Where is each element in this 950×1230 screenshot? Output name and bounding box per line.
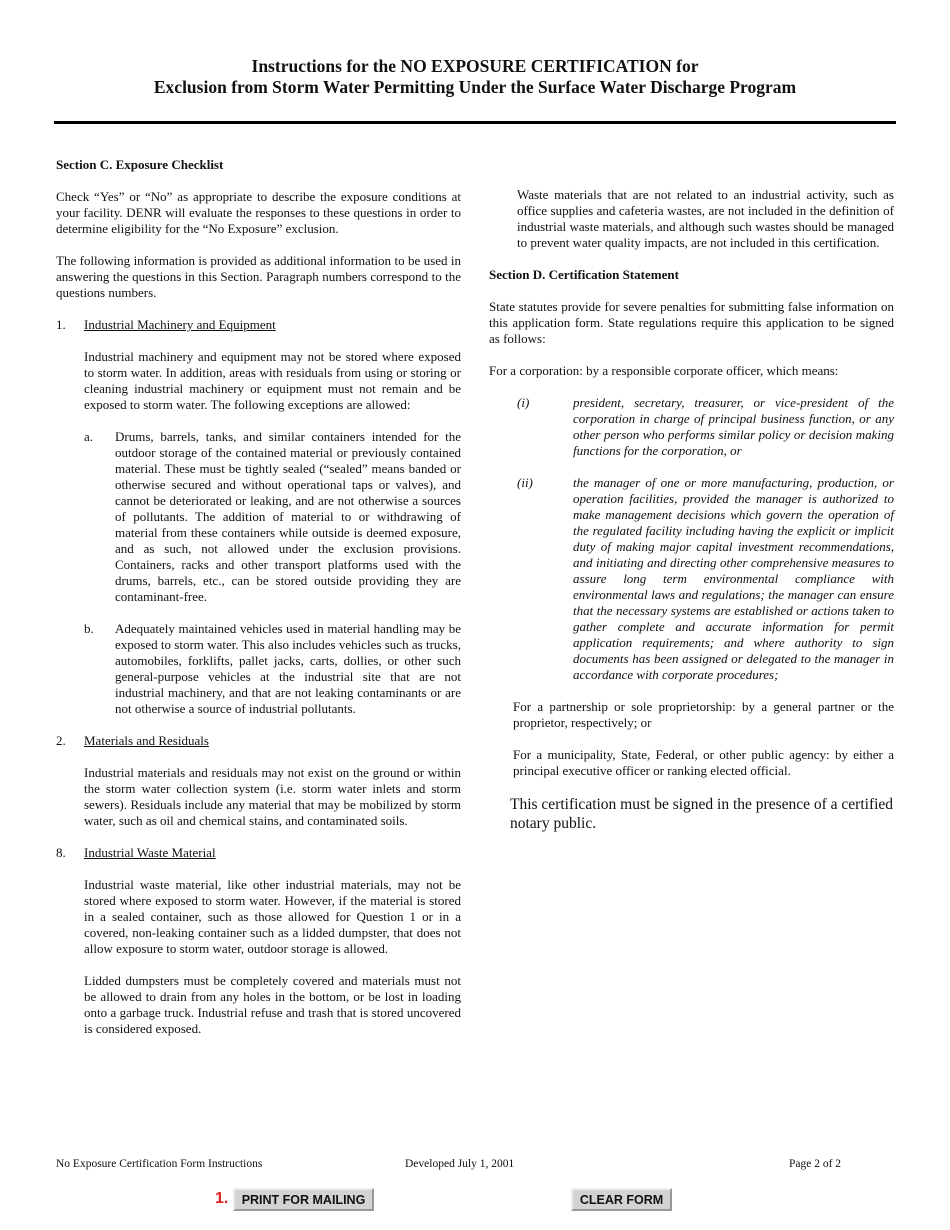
header-rule (54, 121, 896, 124)
item-8-body-3: Waste materials that are not related to an industrial activity, such as office supplies and cafeteria wastes, are not included in the definition of industrial waste materials, and although such wastes should be managed to prevent water quality impacts, are not included in this certification. (517, 187, 894, 250)
title-line-1: Instructions for the NO EXPOSURE CERTIFICATION for (251, 56, 699, 76)
item-2-heading (56, 733, 461, 749)
item-1-b-text: Adequately maintained vehicles used in material handling may be exposed to storm water. This also includes vehicles such as trucks, automobiles, forklifts, pallet jacks, carts, dollies, or other such general-purpose vehicles at the industrial site that are not industrial machinery, and that are not leaking contaminants or are not otherwise a source of industrial pollutants. (115, 621, 461, 716)
item-1-a (56, 429, 461, 605)
municipality-line: For a municipality, State, Federal, or other public agency: by either a principal executive officer or ranking elected official. (513, 747, 894, 778)
notary-statement: This certification must be signed in the presence of a certified notary public. (510, 796, 894, 832)
print-for-mailing-button[interactable]: PRINT FOR MAILING (233, 1188, 374, 1211)
item-1-heading (56, 317, 461, 333)
item-1-a-text: Drums, barrels, tanks, and similar containers intended for the outdoor storage of the contained material or previously contained material. These must be tightly sealed (“sealed” means banded or otherwise secured and without operational taps or valves), and cannot be deteriorated or leaking, and are not otherwise a sources of pollutants. The addition of material to or withdrawing of material from these containers while outside is deemed exposure, and as such, not allowed under the exclusion provisions. Containers, racks and other transport platforms used with the drums, barrels, etc., can be stored outside providing they are contaminant-free. (115, 429, 461, 604)
right-column (489, 187, 894, 833)
officer-i-label: (i) (517, 395, 530, 410)
item-1-b (56, 621, 461, 717)
item-1-title: Industrial Machinery and Equipment (84, 317, 276, 332)
item-2-number: 2. (56, 733, 66, 748)
item-1-body: Industrial machinery and equipment may not be stored where exposed to storm water. In addition, areas with residuals from using or storing or cleaning industrial machinery or equipment must not remain and be exposed to storm water. The following exceptions are allowed: (84, 349, 461, 412)
section-d-heading: Section D. Certification Statement (489, 267, 679, 282)
clear-form-button[interactable]: CLEAR FORM (571, 1188, 672, 1211)
item-8-heading (56, 845, 461, 861)
section-c-intro-2: The following information is provided as additional information to be used in answering the questions in this Section. Paragraph numbers correspond to the questions numbers. (56, 253, 461, 300)
item-2-body: Industrial materials and residuals may not exist on the ground or within the storm water collection system (i.e. storm water inlets and storm sewers). Residuals include any material that may be mobilized by storm water, such as oil and chemical stains, and contaminated soils. (84, 765, 461, 828)
officer-definition-ii (489, 475, 894, 683)
title-line-2: Exclusion from Storm Water Permitting Under the Surface Water Discharge Program (153, 77, 797, 97)
item-8-title: Industrial Waste Material (84, 845, 216, 860)
officer-definition-i (489, 395, 894, 459)
item-8-body-2: Lidded dumpsters must be completely covered and materials must not be allowed to drain from any holes in the bottom, or be lost in loading onto a garbage truck. Industrial refuse and trash that is stored uncovered is considered exposed. (84, 973, 461, 1036)
print-step-marker: 1. (215, 1190, 229, 1207)
section-d-intro: State statutes provide for severe penalties for submitting false information on this application form. State regulations require this application to be signed as follows: (489, 299, 894, 346)
item-8-body-1: Industrial waste material, like other industrial materials, may not be stored where exposed to storm water. However, if the material is stored in a sealed container, such as those allowed for Question 1 or in a covered, non-leaking container such as a lidded dumpster, that does not allow exposure to storm water, outdoor storage is allowed. (84, 877, 461, 956)
item-1-b-label: b. (84, 621, 94, 636)
footer-date: Developed July 1, 2001 (405, 1158, 515, 1170)
corporation-line: For a corporation: by a responsible corporate officer, which means: (489, 363, 839, 378)
officer-i-text: president, secretary, treasurer, or vice-president of the corporation in charge of principal business function, or any other person who performs similar policy or decision making functions for the corporation, or (573, 395, 894, 458)
left-column (56, 157, 461, 1053)
footer-page-number: Page 2 of 2 (789, 1158, 842, 1170)
section-c-intro-1: Check “Yes” or “No” as appropriate to describe the exposure conditions at your facility. DENR will evaluate the responses to these questions in order to determine eligibility for the “No Exposure” exclusion. (56, 189, 461, 236)
item-8-number: 8. (56, 845, 66, 860)
item-1-number: 1. (56, 317, 66, 332)
footer-doc-name: No Exposure Certification Form Instructions (56, 1158, 263, 1170)
item-2-title: Materials and Residuals (84, 733, 209, 748)
page-title (0, 56, 950, 98)
officer-ii-label: (ii) (517, 475, 533, 490)
section-c-heading: Section C. Exposure Checklist (56, 157, 224, 172)
partnership-line: For a partnership or sole proprietorship: by a general partner or the proprietor, respectively; or (513, 699, 894, 730)
officer-ii-text: the manager of one or more manufacturing, production, or operation facilities, provided the manager is authorized to make management decisions which govern the operation of the regulated facility including having the explicit or implicit duty of making major capital investment recommendations, and initiating and directing other comprehensive measures to assure long term environmental compliance with environmental laws and regulations; the manager can ensure that the necessary systems are established or actions taken to gather complete and accurate information for permit application requirements; and where authority to sign documents has been assigned or delegated to the manager in accordance with corporate procedures; (573, 475, 894, 682)
item-1-a-label: a. (84, 429, 94, 444)
